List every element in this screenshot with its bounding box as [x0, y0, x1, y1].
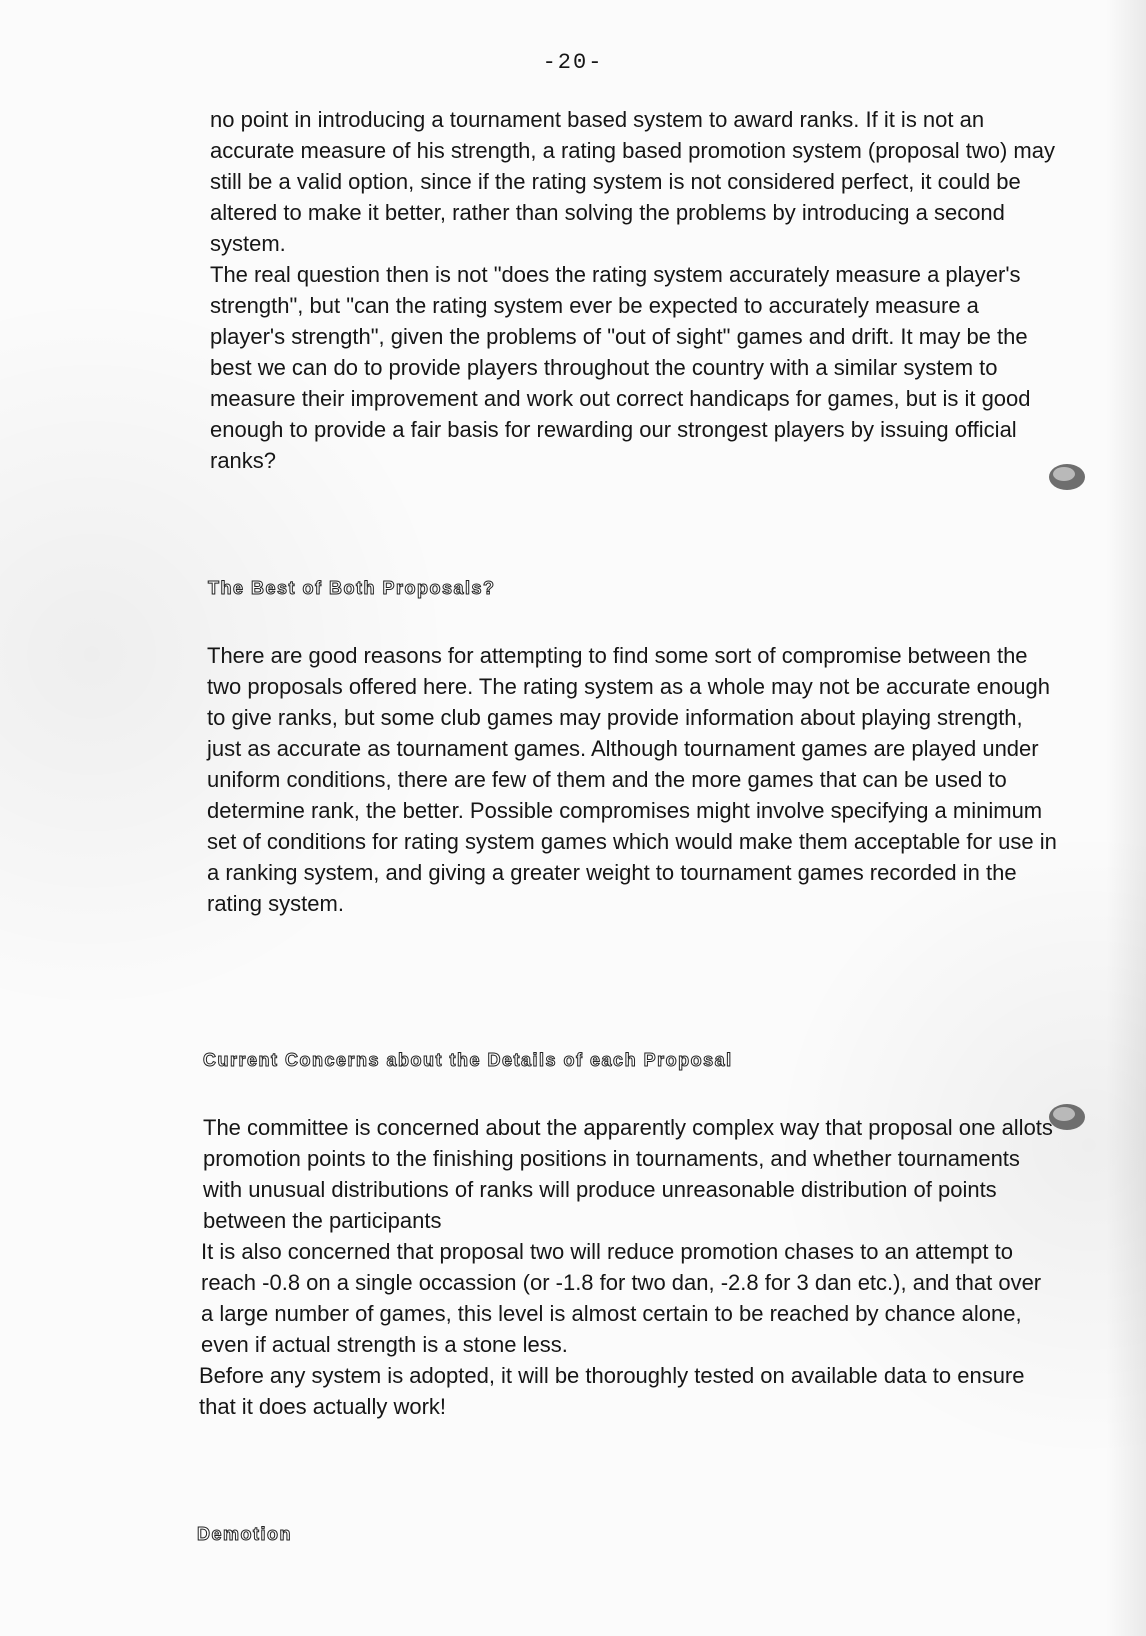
- paragraph-rating-validity: no point in introducing a tournament based system to award ranks. If it is not an accurate measure of his strength, a rating based promotion system (proposal two) may still be a valid option, since if the rating system is not considered perfect, it could be altered to make it better, rather than solving the problems by introducing a second system.: [210, 107, 1055, 256]
- heading-demotion: Demotion: [197, 1524, 292, 1544]
- heading-current-concerns: Current Concerns about the Details of each Proposal: [203, 1050, 733, 1070]
- paragraph-proposal-two-concern: It is also concerned that proposal two will reduce promotion chases to an attempt to reach -0.8 on a single occassion (or -1.8 for two dan, -2.8 for 3 dan etc.), and that over a large number of games, this level is almost certain to be reached by chance alone, even if actual strength is a stone less.: [201, 1239, 1042, 1357]
- paragraph-testing: Before any system is adopted, it will be thoroughly tested on available data to ensure that it does actually work!: [199, 1363, 1025, 1419]
- heading-best-of-both: The Best of Both Proposals?: [208, 578, 496, 598]
- hole-punch-icon: [1045, 460, 1089, 494]
- page-number: -20-: [542, 50, 604, 75]
- paragraph-real-question: The real question then is not "does the rating system accurately measure a player's strength", but "can the rating system ever be expected to accurately measure a player's strength", given the problems of "out of sight" games and drift. It may be the best we can do to provide players throughout the country with a similar system to measure their improvement and work out correct handicaps for games, but is it good enough to provide a fair basis for rewarding our strongest players by issuing official ranks?: [210, 262, 1031, 473]
- paragraph-compromise: There are good reasons for attempting to find some sort of compromise between the two proposals offered here. The rating system as a whole may not be accurate enough to give ranks, but some club games may provide information about playing strength, just as accurate as tournament games. Although tournament games are played under uniform conditions, there are few of them and the more games that can be used to determine rank, the better. Possible compromises might involve specifying a minimum set of conditions for rating system games which would make them acceptable for use in a ranking system, and giving a greater weight to tournament games recorded in the rating system.: [207, 643, 1057, 916]
- paragraph-committee-concern: The committee is concerned about the apparently complex way that proposal one allots promotion points to the finishing positions in tournaments, and whether tournaments with unusual distributions of ranks will produce unreasonable distribution of points between the participants: [203, 1115, 1053, 1233]
- page-edge-shadow: [1106, 0, 1146, 1636]
